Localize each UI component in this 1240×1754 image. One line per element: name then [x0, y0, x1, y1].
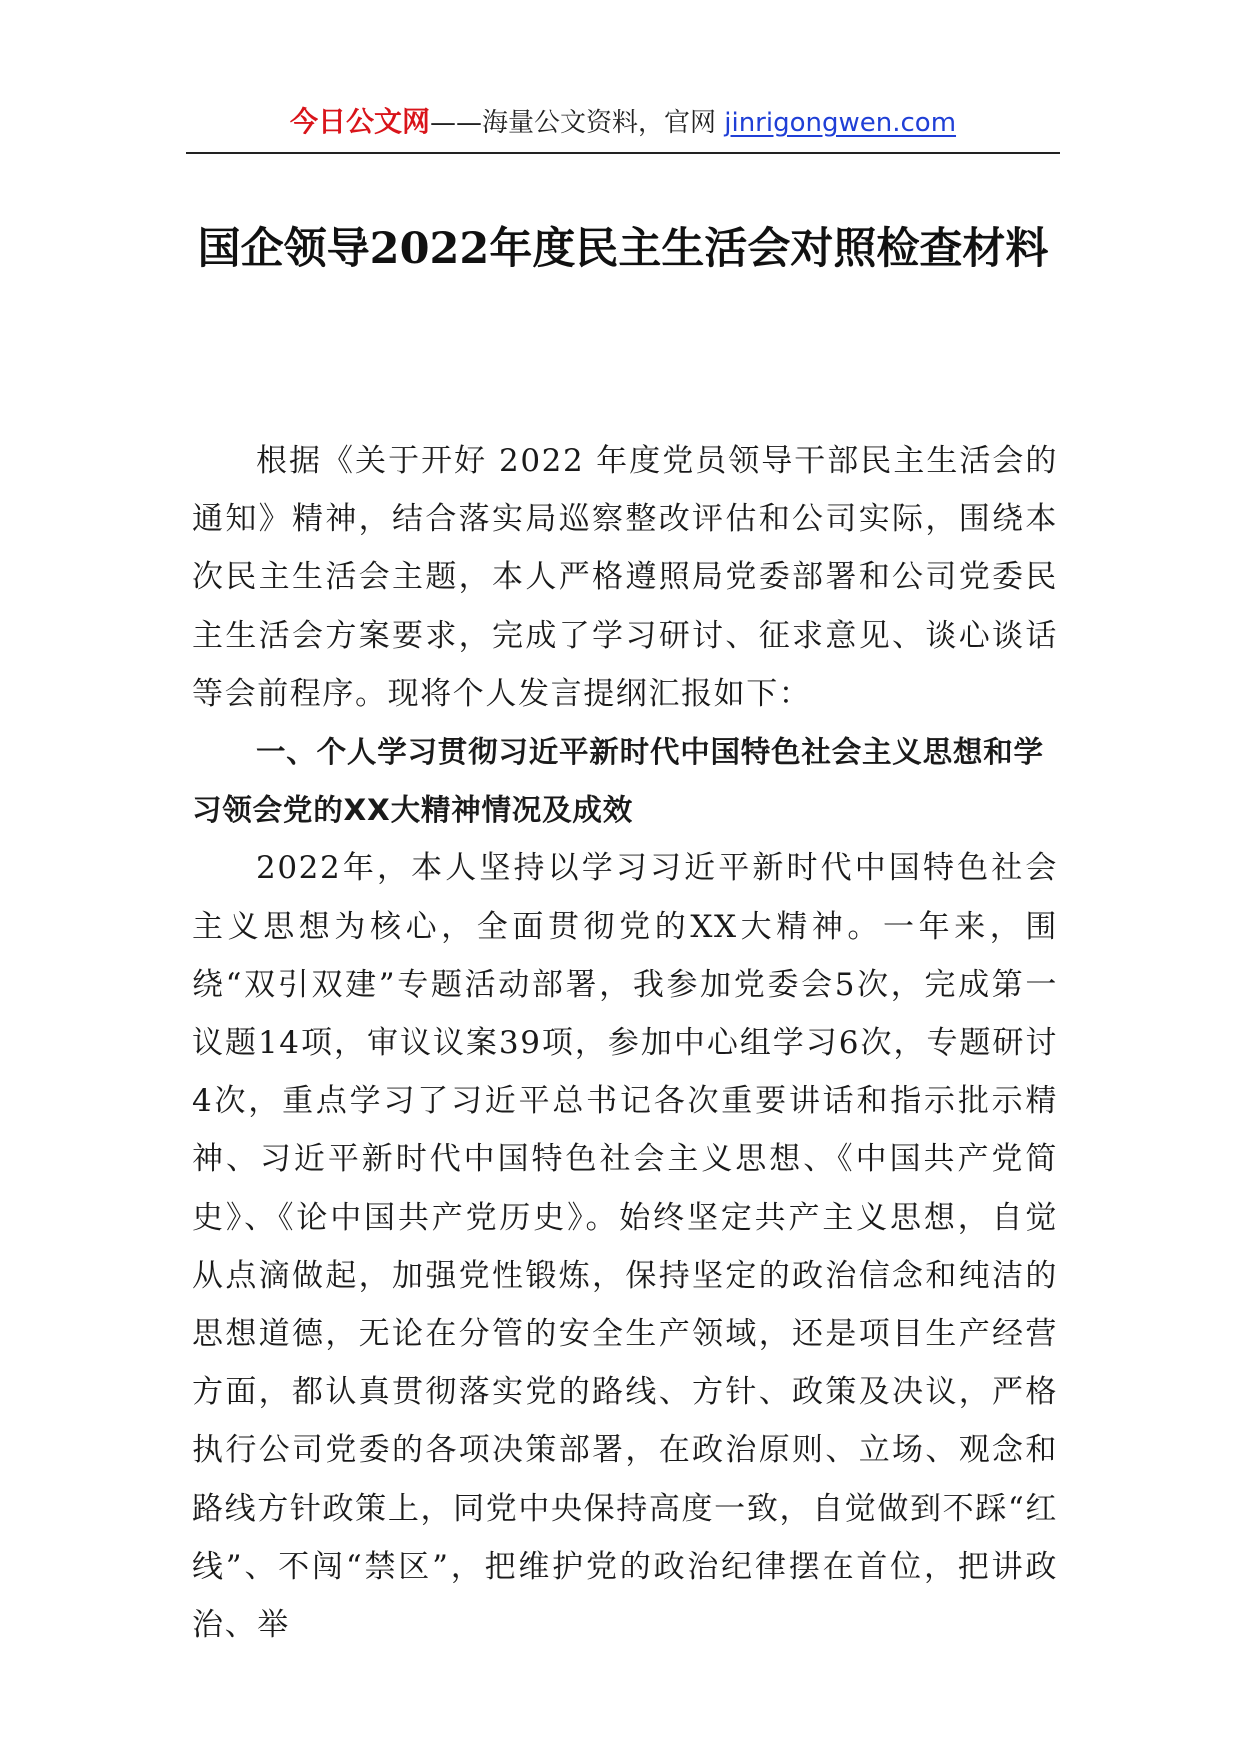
document-body — [192, 432, 1058, 1654]
body-paragraph: 2022年，本人坚持以学习习近平新时代中国特色社会主义思想为核心，全面贯彻党的XX大精神。一年来，围绕“双引双建”专题活动部署，我参加党委会5次，完成第一议题14项，审议议案39项，参加中心组学习6次，专题研讨4次，重点学习了习近平总书记各次重要讲话和指示批示精神、习近平新时代中国特色社会主义思想、《中国共产党简史》、《论中国共产党历史》。始终坚定共产主义思想，自觉从点滴做起，加强党性锻炼，保持坚定的政治信念和纯洁的思想道德，无论在分管的安全生产领域，还是项目生产经营方面，都认真贯彻落实党的路线、方针、政策及决议，严格执行公司党委的各项决策部署，在政治原则、立场、观念和路线方针政策上，同党中央保持高度一致，自觉做到不踩“红线”、不闯“禁区”，把维护党的政治纪律摆在首位，把讲政治、举 — [192, 850, 1058, 1644]
site-header — [186, 100, 1060, 154]
site-name: 今日公文网 — [289, 105, 430, 138]
section-heading: 一、个人学习贯彻习近平新时代中国特色社会主义思想和学习领会党的XX大精神情况及成效 — [192, 735, 1044, 828]
site-url-link[interactable]: jinrigongwen.com — [724, 108, 957, 138]
site-description: ——海量公文资料，官网 — [429, 108, 725, 138]
header-line — [290, 100, 956, 145]
document-title: 国企领导2022年度民主生活会对照检查材料 — [197, 224, 1049, 274]
intro-paragraph: 根据《关于开好 2022 年度党员领导干部民主生活会的通知》精神，结合落实局巡察整改评估和公司实际，围绕本次民主生活会主题，本人严格遵照局党委部署和公司党委民主生活会方案要求，完成了学习研讨、征求意见、谈心谈话等会前程序。现将个人发言提纲汇报如下： — [192, 443, 1058, 712]
